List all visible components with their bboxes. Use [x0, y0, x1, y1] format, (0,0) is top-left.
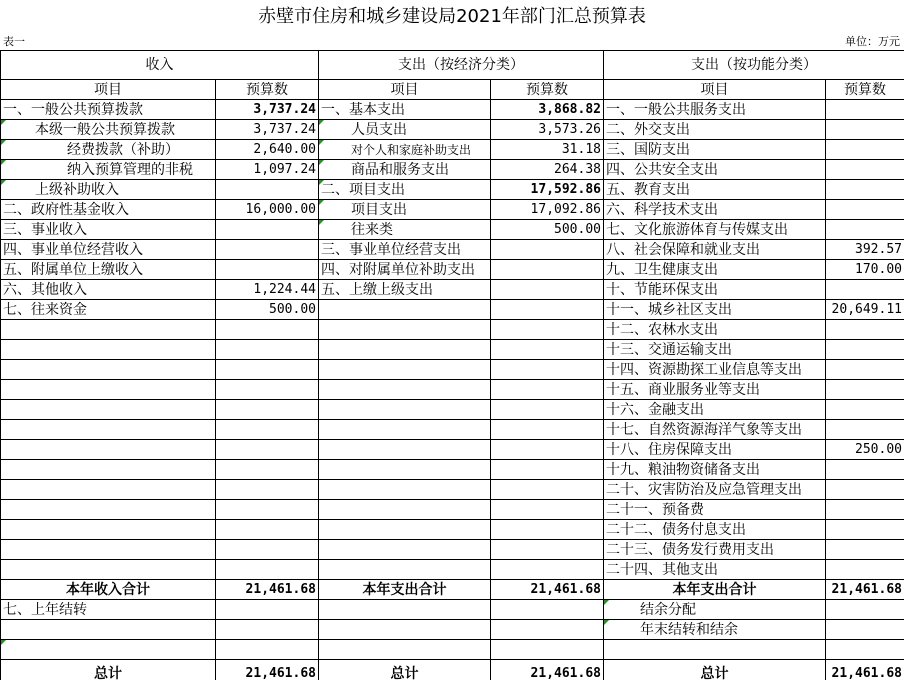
year-func-total-label: 本年支出合计 [604, 580, 826, 600]
grand-expense-total-label: 总计 [319, 660, 491, 680]
econ-item [319, 320, 491, 340]
func-value [826, 380, 904, 400]
income-item: 四、事业单位经营收入 [1, 240, 216, 260]
func-value [826, 480, 904, 500]
table-row [1, 200, 904, 220]
income-item [1, 400, 216, 420]
income-value [216, 260, 319, 280]
income-value [216, 220, 319, 240]
income-item [1, 320, 216, 340]
func-item: 二十三、债务发行费用支出 [604, 540, 826, 560]
income-item: 五、附属单位上缴收入 [1, 260, 216, 280]
econ-value [491, 380, 604, 400]
func-item: 四、公共安全支出 [604, 160, 826, 180]
grand-func-total-label: 总计 [604, 660, 826, 680]
func-item: 十四、资源勘探工业信息等支出 [604, 360, 826, 380]
func-item: 十一、城乡社区支出 [604, 300, 826, 320]
func-value [826, 140, 904, 160]
func-value [826, 280, 904, 300]
func-item: 二十四、其他支出 [604, 560, 826, 580]
col-header-item: 项目 [319, 80, 491, 100]
func-value [826, 360, 904, 380]
income-item: 上级补助收入 [1, 180, 216, 200]
func-item: 二十二、债务付息支出 [604, 520, 826, 540]
col-header-budget: 预算数 [216, 80, 319, 100]
income-value [216, 620, 319, 640]
income-value [216, 520, 319, 540]
income-item: 七、往来资金 [1, 300, 216, 320]
table-row [1, 160, 904, 180]
func-item: 九、卫生健康支出 [604, 260, 826, 280]
econ-item: 商品和服务支出 [319, 160, 491, 180]
income-item [1, 380, 216, 400]
func-item: 三、国防支出 [604, 140, 826, 160]
income-value [216, 240, 319, 260]
econ-item [319, 500, 491, 520]
func-item [604, 640, 826, 660]
year-income-total-label: 本年收入合计 [1, 580, 216, 600]
func-value [826, 540, 904, 560]
func-item: 八、社会保障和就业支出 [604, 240, 826, 260]
income-value [216, 420, 319, 440]
income-value: 2,640.00 [216, 140, 319, 160]
econ-value [491, 440, 604, 460]
econ-value: 500.00 [491, 220, 604, 240]
income-value: 3,737.24 [216, 100, 319, 120]
econ-value: 3,868.82 [491, 100, 604, 120]
econ-item: 二、项目支出 [319, 180, 491, 200]
grand-income-total-value: 21,461.68 [216, 660, 319, 680]
econ-item [319, 640, 491, 660]
income-value [216, 360, 319, 380]
func-value: 392.57 [826, 240, 904, 260]
table-row [1, 180, 904, 200]
income-item [1, 620, 216, 640]
econ-item [319, 420, 491, 440]
econ-item [319, 560, 491, 580]
grand-func-total-value: 21,461.68 [826, 660, 904, 680]
surplus-distribution-label: 结余分配 [604, 600, 826, 620]
income-value [216, 440, 319, 460]
income-item [1, 640, 216, 660]
income-item [1, 500, 216, 520]
func-value [826, 640, 904, 660]
income-item [1, 560, 216, 580]
carry-row [1, 620, 904, 640]
econ-item [319, 620, 491, 640]
col-header-budget: 预算数 [826, 80, 904, 100]
income-value [216, 180, 319, 200]
table-label: 表一 [3, 35, 25, 48]
income-item: 三、事业收入 [1, 220, 216, 240]
section-expense-func: 支出（按功能分类） [604, 51, 904, 80]
econ-value: 17,092.86 [491, 200, 604, 220]
econ-value [491, 300, 604, 320]
income-value [216, 460, 319, 480]
income-item [1, 480, 216, 500]
econ-value [491, 460, 604, 480]
table-row [1, 440, 904, 460]
econ-item: 一、基本支出 [319, 100, 491, 120]
econ-value [491, 360, 604, 380]
table-row [1, 220, 904, 240]
table-row [1, 380, 904, 400]
econ-item [319, 600, 491, 620]
unit-label: 单位：万元 [845, 35, 900, 48]
income-item [1, 420, 216, 440]
func-item: 二十、灾害防治及应急管理支出 [604, 480, 826, 500]
econ-item: 人员支出 [319, 120, 491, 140]
econ-value: 31.18 [491, 140, 604, 160]
col-header-item: 项目 [1, 80, 216, 100]
section-income: 收入 [1, 51, 319, 80]
econ-value [491, 280, 604, 300]
table-row [1, 260, 904, 280]
func-value [826, 320, 904, 340]
func-value [826, 520, 904, 540]
income-value [216, 500, 319, 520]
table-row [1, 100, 904, 120]
income-item: 二、政府性基金收入 [1, 200, 216, 220]
econ-item [319, 480, 491, 500]
table-row [1, 140, 904, 160]
income-item [1, 520, 216, 540]
surplus-distribution-value [826, 600, 904, 620]
prior-year-carryover-label: 七、上年结转 [1, 600, 216, 620]
income-value [216, 400, 319, 420]
income-item: 纳入预算管理的非税 [1, 160, 216, 180]
grand-income-total-label: 总计 [1, 660, 216, 680]
table-row [1, 420, 904, 440]
income-item [1, 340, 216, 360]
func-item: 七、文化旅游体育与传媒支出 [604, 220, 826, 240]
table-row [1, 240, 904, 260]
func-item: 十三、交通运输支出 [604, 340, 826, 360]
income-item: 六、其他收入 [1, 280, 216, 300]
func-item: 十六、金融支出 [604, 400, 826, 420]
income-item: 一、一般公共预算拨款 [1, 100, 216, 120]
income-value: 1,224.44 [216, 280, 319, 300]
col-header-budget: 预算数 [491, 80, 604, 100]
func-value [826, 500, 904, 520]
income-value: 1,097.24 [216, 160, 319, 180]
econ-item: 三、事业单位经营支出 [319, 240, 491, 260]
carry-row [1, 600, 904, 620]
func-value [826, 120, 904, 140]
income-value: 3,737.24 [216, 120, 319, 140]
func-item: 六、科学技术支出 [604, 200, 826, 220]
econ-item [319, 540, 491, 560]
table-row [1, 360, 904, 380]
econ-value [491, 420, 604, 440]
econ-value [491, 400, 604, 420]
table-row [1, 480, 904, 500]
func-item: 五、教育支出 [604, 180, 826, 200]
income-value: 16,000.00 [216, 200, 319, 220]
table-row [1, 460, 904, 480]
section-header-row [1, 51, 904, 80]
econ-value [491, 240, 604, 260]
year-end-carryover-value [826, 620, 904, 640]
func-value [826, 460, 904, 480]
year-expense-total-value: 21,461.68 [491, 580, 604, 600]
func-item: 十七、自然资源海洋气象等支出 [604, 420, 826, 440]
income-item [1, 540, 216, 560]
table-row [1, 560, 904, 580]
table-row [1, 520, 904, 540]
section-expense-econ: 支出（按经济分类） [319, 51, 604, 80]
func-value [826, 560, 904, 580]
year-func-total-value: 21,461.68 [826, 580, 904, 600]
econ-value [491, 260, 604, 280]
func-value [826, 200, 904, 220]
column-header-row [1, 80, 904, 100]
income-value: 500.00 [216, 300, 319, 320]
income-item [1, 440, 216, 460]
econ-item: 往来类 [319, 220, 491, 240]
econ-item [319, 400, 491, 420]
econ-item [319, 380, 491, 400]
func-item: 十九、粮油物资储备支出 [604, 460, 826, 480]
income-item: 本级一般公共预算拨款 [1, 120, 216, 140]
econ-item: 五、上缴上级支出 [319, 280, 491, 300]
econ-item [319, 360, 491, 380]
econ-value: 3,573.26 [491, 120, 604, 140]
econ-item [319, 340, 491, 360]
func-item: 十八、住房保障支出 [604, 440, 826, 460]
income-item [1, 360, 216, 380]
func-item: 一、一般公共服务支出 [604, 100, 826, 120]
econ-value [491, 540, 604, 560]
func-item: 二十一、预备费 [604, 500, 826, 520]
func-item: 十二、农林水支出 [604, 320, 826, 340]
econ-value: 17,592.86 [491, 180, 604, 200]
econ-value [491, 520, 604, 540]
income-value [216, 560, 319, 580]
func-value [826, 100, 904, 120]
econ-value [491, 340, 604, 360]
page-title: 赤壁市住房和城乡建设局2021年部门汇总预算表 [258, 6, 646, 27]
econ-item [319, 300, 491, 320]
func-value: 20,649.11 [826, 300, 904, 320]
econ-value [491, 600, 604, 620]
econ-value [491, 320, 604, 340]
income-value [216, 380, 319, 400]
table-row [1, 500, 904, 520]
income-item [1, 460, 216, 480]
table-row [1, 540, 904, 560]
income-value [216, 640, 319, 660]
income-value [216, 540, 319, 560]
econ-item: 对个人和家庭补助支出 [319, 140, 491, 160]
func-value [826, 180, 904, 200]
econ-value [491, 640, 604, 660]
func-value: 250.00 [826, 440, 904, 460]
year-end-carryover-label: 年末结转和结余 [604, 620, 826, 640]
year-income-total-value: 21,461.68 [216, 580, 319, 600]
table-row [1, 280, 904, 300]
econ-value [491, 620, 604, 640]
prior-year-carryover-value [216, 600, 319, 620]
econ-value [491, 480, 604, 500]
func-value [826, 420, 904, 440]
year-expense-total-label: 本年支出合计 [319, 580, 491, 600]
econ-value [491, 560, 604, 580]
func-value [826, 340, 904, 360]
table-row [1, 340, 904, 360]
table-row [1, 120, 904, 140]
func-item: 十五、商业服务业等支出 [604, 380, 826, 400]
func-value [826, 220, 904, 240]
econ-item: 项目支出 [319, 200, 491, 220]
func-value [826, 160, 904, 180]
col-header-item: 项目 [604, 80, 826, 100]
func-item: 十、节能环保支出 [604, 280, 826, 300]
budget-table [0, 50, 904, 680]
func-value: 170.00 [826, 260, 904, 280]
income-value [216, 320, 319, 340]
table-row [1, 300, 904, 320]
income-value [216, 340, 319, 360]
income-value [216, 480, 319, 500]
table-row [1, 320, 904, 340]
econ-item [319, 520, 491, 540]
econ-item [319, 460, 491, 480]
econ-value [491, 500, 604, 520]
grand-expense-total-value: 21,461.68 [491, 660, 604, 680]
income-item: 经费拨款（补助） [1, 140, 216, 160]
blank-row [1, 640, 904, 660]
table-row [1, 400, 904, 420]
grand-total-row [1, 660, 904, 680]
year-total-row [1, 580, 904, 600]
func-item: 二、外交支出 [604, 120, 826, 140]
econ-item: 四、对附属单位补助支出 [319, 260, 491, 280]
func-value [826, 400, 904, 420]
econ-item [319, 440, 491, 460]
econ-value: 264.38 [491, 160, 604, 180]
